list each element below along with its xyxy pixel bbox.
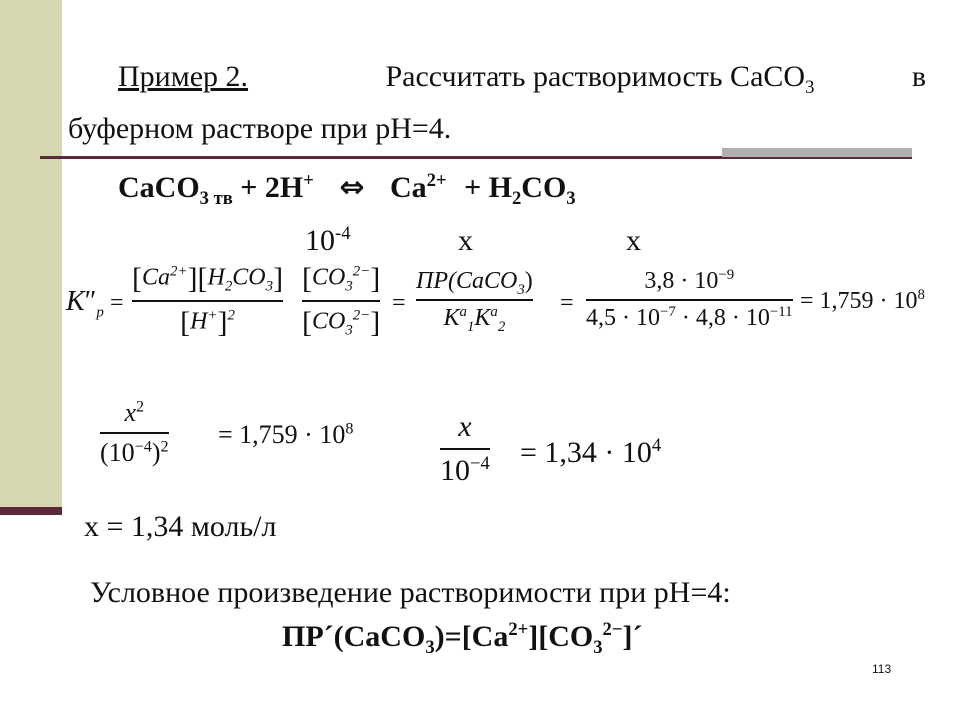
kp-eq2: = xyxy=(392,290,406,316)
answer-text: x = 1,34 моль/л xyxy=(84,510,277,543)
problem-line1 xyxy=(118,60,926,98)
problem-task-end: в xyxy=(911,60,926,93)
equilibrium-h-conc: $10^{-4}$ xyxy=(305,223,351,257)
kp-fraction1: $[Ca^{2+}][H_2CO_3]$ $[H^+]^2$ xyxy=(132,262,284,339)
page-number: 113 xyxy=(872,662,892,676)
kp-fraction4: $3,8 \cdot 10^{-9}$ $4,5 \cdot 10^{-7} \cdot 4,8 \cdot 10^{-11}$ xyxy=(586,267,793,331)
eq3-rhs: = $1,34 \cdot 10^4$ xyxy=(520,435,662,469)
sidebar-foot-decoration xyxy=(0,507,62,515)
divider-accent xyxy=(722,148,912,157)
eq2-fraction: $x^2$ $(10^{-4})^2$ xyxy=(100,398,169,467)
eq3-fraction: x $10^{-4}$ xyxy=(440,410,490,487)
reaction-equation: CaCO$_{3 тв}$ + 2H+ ⇔ $Ca^{2+} + H_2CO_3$ xyxy=(118,170,576,209)
kp-symbol: $K''_p$ xyxy=(66,286,104,321)
kp-fraction2: $[CO_3^{2-}]$ $[CO_3^{2-}]$ xyxy=(302,262,381,339)
kp-result: = $1,759 \cdot 10^8$ xyxy=(800,287,925,314)
kp-eq1: = xyxy=(110,290,124,316)
equilibrium-x-ca: x xyxy=(458,224,473,257)
conditional-line1: Условное произведение растворимости при pH=4: xyxy=(90,576,731,609)
problem-task: Рассчитать растворимость CaCO$_3$ xyxy=(385,60,815,98)
equilibrium-arrow-icon: ⇔ xyxy=(339,170,365,205)
kp-eq3: = xyxy=(560,290,574,316)
conditional-formula: $ПР´(CaCO_3)=[Ca^{2+}][CO_3^{2-}]´$ xyxy=(282,619,643,658)
kp-fraction3: ПР(CaCO$_3$) $K^a_1K^a_2$ xyxy=(416,268,533,335)
problem-line2: буферном растворе при pH=4. xyxy=(68,112,452,145)
example-label: Пример 2. xyxy=(118,60,249,93)
eq2-rhs: = $1,759 \cdot 10^8$ xyxy=(218,420,354,449)
equilibrium-x-h2co3: x xyxy=(626,224,641,257)
sidebar-decoration xyxy=(0,0,62,512)
